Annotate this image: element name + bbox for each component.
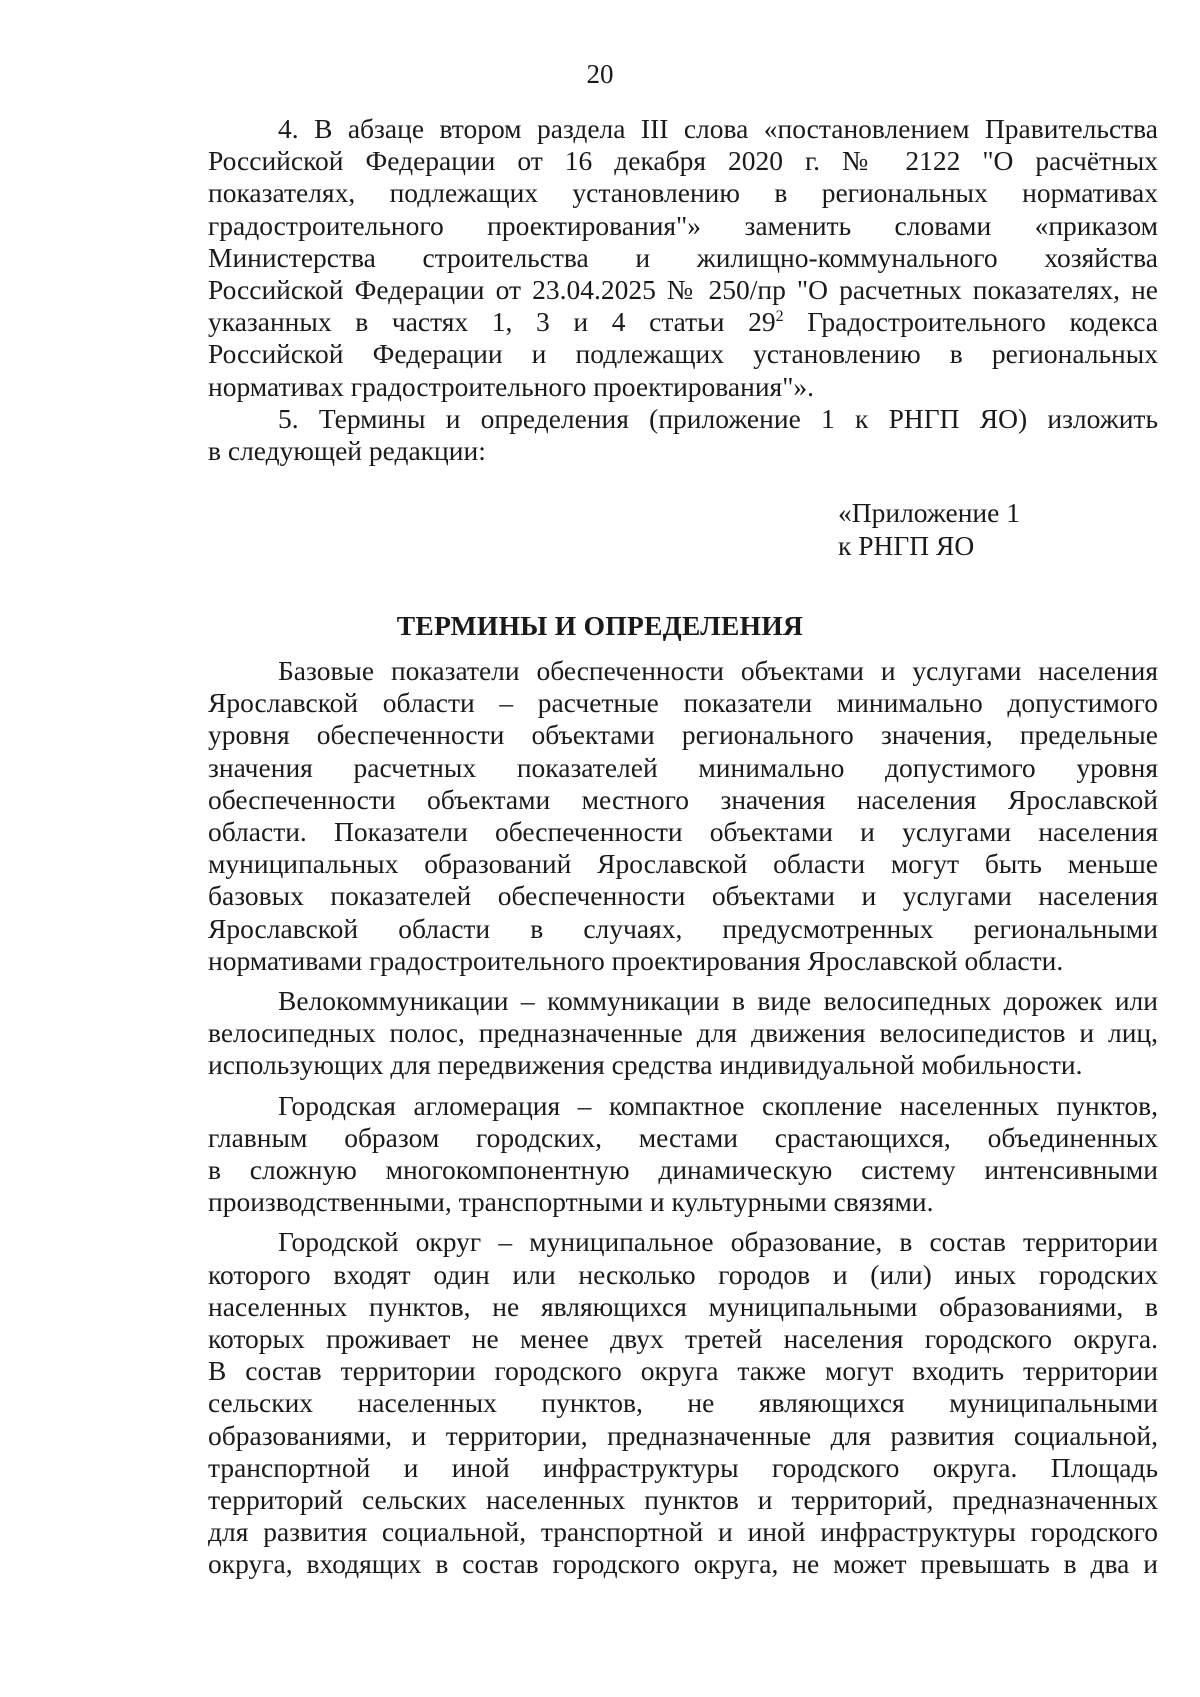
text-line: Городской округ – муниципальное образование, в состав территории [278,1226,1158,1258]
text-line: Велокоммуникации – коммуникации в виде велосипедных дорожек или [278,985,1158,1017]
text-line: Базовые показатели обеспеченности объектами и услугами населения [278,655,1158,686]
text-line: которых проживает не менее двух третей населения городского округа. [208,1323,1158,1355]
text-line: территорий сельских населенных пунктов и территорий, предназначенных [208,1484,1158,1516]
text-line: населенных пунктов, не являющихся муниципальными образованиями, в [208,1290,1158,1322]
text-line: градостроительного проектирования"» заменить словами «приказом [208,209,1158,241]
text-line: образованиями, и территории, предназначенные для развития социальной, [208,1419,1158,1451]
text-line: велосипедных полос, предназначенные для движения велосипедистов и лиц, [208,1017,1158,1049]
text-line: Ярославской области в случаях, предусмотренных региональными [208,912,1158,944]
text-line [208,306,1158,338]
item-4-paragraph [208,113,1158,403]
text-line: главным образом городских, местами срастающихся, объединенных [208,1121,1158,1153]
text-line: области. Показатели обеспеченности объектами и услугами населения [208,816,1158,848]
text-line: Российской Федерации и подлежащих установлению в региональных [208,338,1158,370]
text-line: В состав территории городского округа также могут входить территории [208,1355,1158,1387]
text-line: использующих для передвижения средства индивидуальной мобильности. [208,1049,1083,1081]
text-fragment: указанных в частях 1, 3 и 4 статьи 29 [208,306,776,338]
text-line: Городская агломерация – компактное скопление населенных пунктов, [278,1089,1158,1121]
appendix-line: к РНГП ЯО [838,530,975,561]
text-line: Российской Федерации от 23.04.2025 № 250/пр "О расчетных показателях, не [208,274,1158,306]
definition-paragraph [208,985,1158,1082]
text-line: показателях, подлежащих установлению в региональных нормативах [208,177,1158,209]
text-line: которого входят один или несколько городов и (или) иных городских [208,1258,1158,1290]
text-line: в следующей редакции: [208,435,486,467]
text-line: производственными, транспортными и культурными связями. [208,1186,934,1218]
text-line: сельских населенных пунктов, не являющихся муниципальными [208,1387,1158,1419]
appendix-line: «Приложение 1 [838,497,1020,528]
text-line: 4. В абзаце втором раздела III слова «постановлением Правительства [278,113,1158,144]
text-line: Ярославской области – расчетные показатели минимально допустимого [208,687,1158,719]
text-line: 5. Термины и определения (приложение 1 к РНГП ЯО) изложить [278,402,1158,434]
item-5-paragraph [208,403,1158,467]
section-heading: ТЕРМИНЫ И ОПРЕДЕЛЕНИЯ [396,610,804,641]
text-fragment: Градостроительного кодекса [783,306,1158,338]
page-number: 20 [586,59,614,89]
text-line: в сложную многокомпонентную динамическую систему интенсивными [208,1154,1158,1186]
definition-paragraph [208,1226,1158,1580]
text-line: Министерства строительства и жилищно-коммунального хозяйства [208,241,1158,273]
text-line: нормативами градостроительного проектирования Ярославской области. [208,944,1064,976]
definitions [208,655,1158,1581]
text-line: базовых показателей обеспеченности объектами и услугами населения [208,880,1158,912]
text-line: транспортной и иной инфраструктуры городского округа. Площадь [208,1451,1158,1483]
text-line: значения расчетных показателей минимально допустимого уровня [208,751,1158,783]
text-line: нормативах градостроительного проектирования"». [208,370,815,402]
definition-paragraph [208,1090,1158,1219]
definition-paragraph [208,655,1158,977]
text-line: округа, входящих в состав городского округа, не может превышать в два и [208,1548,1158,1580]
appendix-reference [838,496,1020,562]
text-line: уровня обеспеченности объектами регионального значения, предельные [208,719,1158,751]
text-line: для развития социальной, транспортной и иной инфраструктуры городского [208,1516,1158,1548]
text-line: обеспеченности объектами местного значения населения Ярославской [208,783,1158,815]
amendment-items [208,113,1158,467]
text-line: муниципальных образований Ярославской области могут быть меньше [208,848,1158,880]
text-line: Российской Федерации от 16 декабря 2020 г. № 2122 "О расчётных [208,145,1158,177]
superscript: 2 [775,308,784,326]
